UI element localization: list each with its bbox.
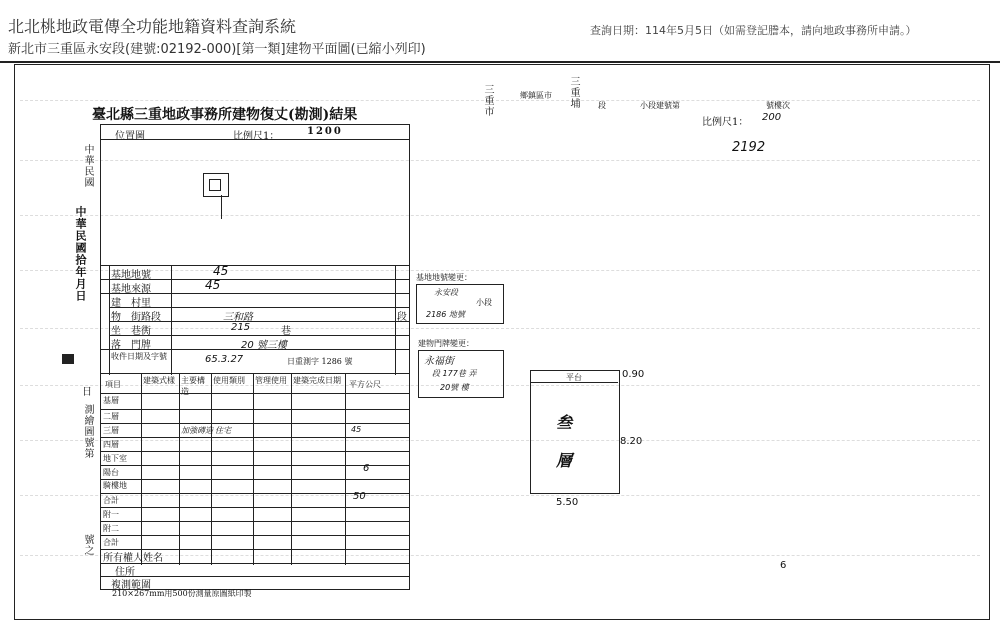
- floor-row: 附一: [103, 510, 119, 519]
- plan-floor-text-2: 層: [556, 451, 573, 470]
- subsection-label: 小段建號第: [640, 101, 680, 110]
- floor-plan-outline: [530, 370, 620, 494]
- row-receipt-label: 收件日期及字號: [111, 352, 167, 361]
- row-lot-value: 45: [213, 264, 229, 278]
- section-label: 段: [598, 101, 606, 110]
- district-type: 鄉鎮區市: [520, 91, 552, 100]
- number-label: 號樓次: [766, 101, 790, 110]
- th-style: 建築式樣: [143, 376, 175, 385]
- margin-map-suffix: 號之: [82, 534, 93, 556]
- dim-bottom: 5.50: [556, 497, 579, 508]
- floor-row: 合計: [103, 496, 119, 505]
- th-sqm: 平方公尺: [349, 380, 381, 389]
- plan-scale-value: 200: [762, 112, 782, 123]
- third-floor-area: 45: [351, 425, 362, 434]
- query-date: 查詢日期：114年5月5日（如需登記謄本，請向地政事務所申請。）: [590, 24, 917, 37]
- third-floor-structure: 加強磚造: [181, 426, 213, 435]
- location-map-label: 位置圖: [115, 131, 145, 142]
- address-change-line1: 永福街: [424, 356, 454, 367]
- row-source-value: 45: [205, 278, 221, 292]
- floor-row: 合計: [103, 538, 119, 547]
- balcony-area: 6: [363, 463, 370, 474]
- address-change-line2: 段 177巷 弄: [432, 369, 477, 378]
- lot-change-line3: 2186 地號: [426, 310, 465, 319]
- lot-change-title: 基地地號變更：: [416, 273, 472, 282]
- district-city: 三重市: [482, 84, 493, 117]
- floor-row: 附二: [103, 524, 119, 533]
- floor-row: 騎樓地: [103, 481, 127, 490]
- row-road-suffix: 段: [397, 312, 407, 323]
- row-lane-label: 坐 巷衖: [111, 326, 151, 337]
- row-road-label: 物 街路段: [111, 312, 161, 323]
- form-scale-label: 比例尺1：: [233, 131, 280, 142]
- plan-scale-label: 比例尺1：: [702, 117, 749, 128]
- floor-row: 地下室: [103, 454, 127, 463]
- address-label: 住所: [115, 567, 135, 578]
- margin-date-1: 中華民國: [82, 144, 93, 188]
- margin-map-no: 測繪圖號第: [82, 404, 93, 459]
- document-subtitle: 新北市三重區永安段(建號:02192-000)[第一類]建物平面圖(已縮小列印): [8, 42, 426, 57]
- form-title: 臺北縣三重地政事務所建物復丈(勘測)結果: [92, 107, 358, 123]
- floor-row: 四層: [103, 440, 119, 449]
- margin-date-2: 中華民國拾年月日: [74, 206, 87, 302]
- row-lane-value: 215: [231, 322, 251, 333]
- floor-row: 三層: [103, 426, 119, 435]
- floor-row: 基層: [103, 396, 119, 405]
- row-receipt-number: 日重測字 1286 號: [287, 357, 353, 366]
- plan-top-note: 平台: [566, 373, 582, 382]
- total-area: 50: [353, 491, 366, 502]
- dim-top: 0.90: [622, 369, 645, 380]
- th-usage: 使用類別: [213, 376, 245, 385]
- row-receipt-date: 65.3.27: [205, 354, 244, 365]
- row-lot-label: 基地地號: [111, 270, 151, 281]
- floor-row: 陽台: [103, 468, 119, 477]
- row-road-value: 三和路: [223, 312, 253, 323]
- scope-label: 複測範圍: [111, 580, 151, 591]
- th-structure: 主要構造: [181, 376, 205, 396]
- building-number: 2192: [732, 140, 766, 155]
- th-item: 項目: [105, 380, 121, 389]
- third-floor-usage: 住宅: [215, 426, 231, 435]
- th-management: 管理使用: [255, 376, 287, 385]
- row-doorplate-label: 落 門牌: [111, 340, 151, 351]
- row-source-label: 基地來源: [111, 284, 151, 295]
- row-village-label: 建 村里: [111, 298, 151, 309]
- district-area: 三重埔: [568, 76, 579, 109]
- form-scale-value: 1200: [307, 126, 343, 137]
- row-lane-suffix: 巷: [281, 326, 291, 337]
- floor-row: 二層: [103, 412, 119, 421]
- row-doorplate-value: 20 號三樓: [241, 340, 287, 351]
- scan-mark: [62, 354, 74, 364]
- survey-form: [100, 124, 410, 590]
- owner-label: 所有權人姓名: [103, 553, 163, 564]
- address-change-title: 建物門牌變更：: [418, 339, 474, 348]
- page-mark: 6: [780, 560, 787, 571]
- address-change-line3: 20號 樓: [440, 383, 469, 392]
- system-title: 北北桃地政電傳全功能地籍資料查詢系統: [8, 17, 297, 36]
- th-completion: 建築完成日期: [293, 376, 341, 385]
- lot-change-line1: 永安段: [434, 288, 458, 297]
- margin-day: 日: [82, 387, 92, 398]
- form-footer-note: 210×267mm用500份測量原圖紙印製: [112, 589, 252, 598]
- plan-floor-text-1: 叁: [556, 413, 573, 432]
- dim-side: 8.20: [620, 436, 643, 447]
- lot-change-line2: 小段: [476, 298, 492, 307]
